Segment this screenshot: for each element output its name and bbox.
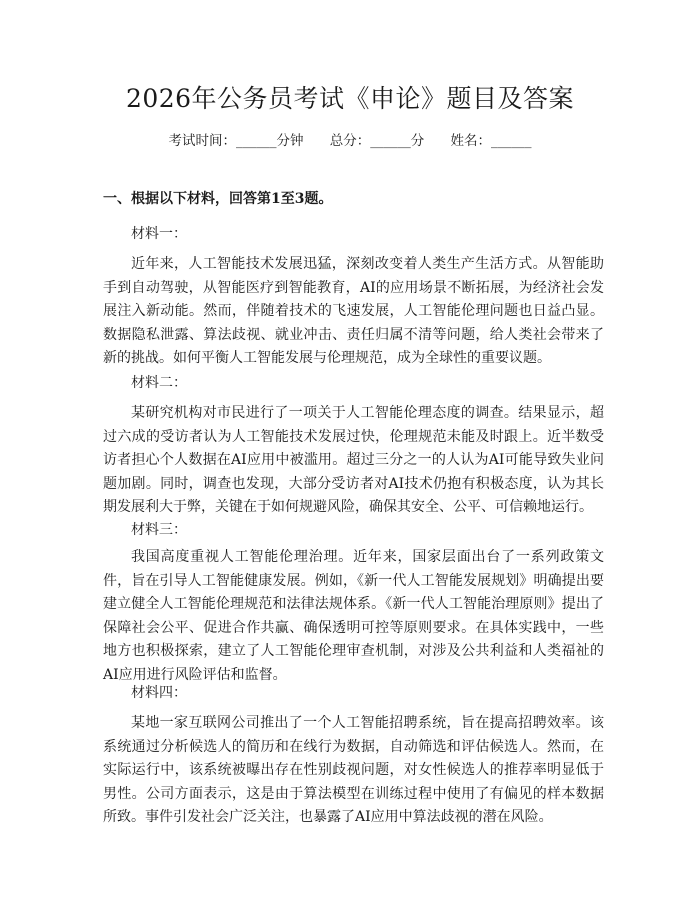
material-3-label: 材料三：: [131, 522, 187, 538]
exam-name-field: 姓名：______: [450, 133, 532, 149]
material-4-label: 材料四：: [131, 685, 187, 701]
material-1-text: 近年来，人工智能技术发展迅猛，深刻改变着人类生产生活方式。从智能助手到自动驾驶，从智能医疗到智能教育，AI的应用场景不断拓展，为经济社会发展注入新动能。然而，伴随着技术的飞速发展，人工智能伦理问题也日益凸显。数据隐私泄露、算法歧视、就业冲击、责任归属不清等问题，给人类社会带来了新的挑战。如何平衡人工智能发展与伦理规范，成为全球性的重要议题。: [103, 256, 604, 366]
exam-meta: [0, 130, 700, 152]
exam-score-field: 总分：______分: [329, 133, 425, 149]
page-title: 2026年公务员考试《申论》题目及答案: [125, 84, 575, 113]
material-2-label: 材料二：: [131, 375, 187, 391]
exam-time-field: 考试时间：______分钟: [168, 133, 304, 149]
material-3-text: 我国高度重视人工智能伦理治理。近年来，国家层面出台了一系列政策文件，旨在引导人工智能健康发展。例如，《新一代人工智能发展规划》明确提出要建立健全人工智能伦理规范和法律法规体系。《新一代人工智能治理原则》提出了保障社会公平、促进合作共赢、确保透明可控等原则要求。在具体实践中，一些地方也积极探索，建立了人工智能伦理审查机制，对涉及公共利益和人类福祉的AI应用进行风险评估和监督。: [103, 549, 604, 683]
material-1-label: 材料一：: [131, 226, 187, 242]
material-4-text: 某地一家互联网公司推出了一个人工智能招聘系统，旨在提高招聘效率。该系统通过分析候选人的简历和在线行为数据，自动筛选和评估候选人。然而，在实际运行中，该系统被曝出存在性别歧视问题，对女性候选人的推荐率明显低于男性。公司方面表示，这是由于算法模型在训练过程中使用了有偏见的样本数据所致。事件引发社会广泛关注，也暴露了AI应用中算法歧视的潜在风险。: [103, 715, 604, 825]
section-heading: 一、根据以下材料，回答第1至3题。: [103, 191, 333, 207]
material-2-text: 某研究机构对市民进行了一项关于人工智能伦理态度的调查。结果显示，超过六成的受访者认为人工智能技术发展过快，伦理规范未能及时跟上。近半数受访者担心个人数据在AI应用中被滥用。超过三分之一的人认为AI可能导致失业问题加剧。同时，调查也发现，大部分受访者对AI技术仍抱有积极态度，认为其长期发展利大于弊，关键在于如何规避风险，确保其安全、公平、可信赖地运行。: [103, 405, 604, 515]
